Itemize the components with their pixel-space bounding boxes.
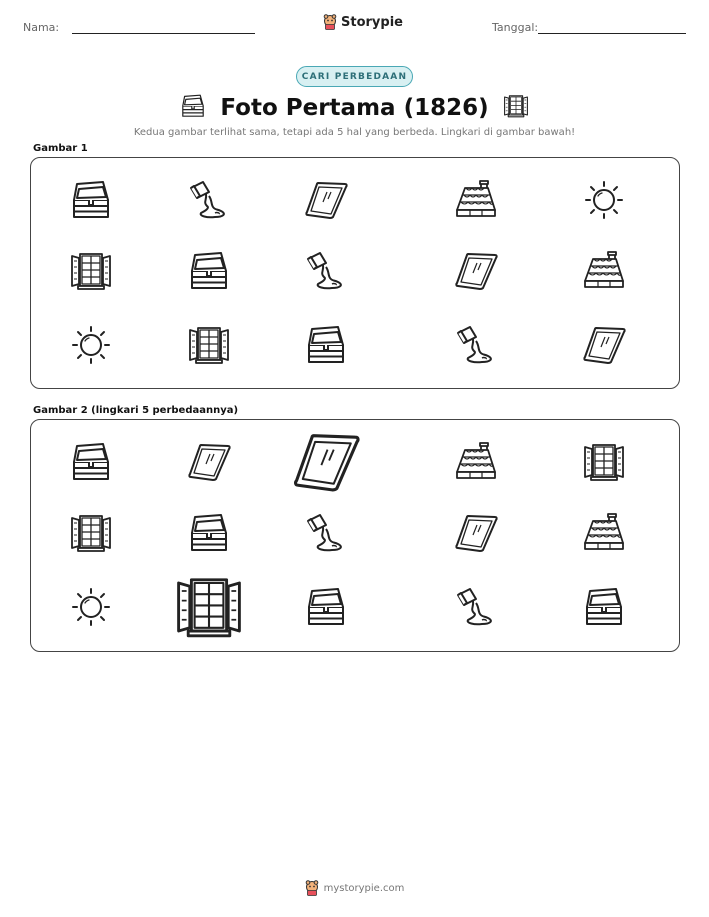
chest-icon — [302, 325, 350, 365]
chest-icon[interactable] — [185, 513, 233, 553]
storypie-mascot-icon — [305, 880, 319, 896]
spill-icon[interactable] — [452, 587, 500, 627]
sun-icon — [67, 325, 115, 365]
page-title: Foto Pertama (1826) — [220, 95, 489, 121]
spill-icon — [302, 251, 350, 291]
brand-name: Storypie — [341, 14, 403, 30]
window-icon[interactable] — [169, 575, 249, 639]
chest-icon — [178, 94, 208, 122]
chest-icon[interactable] — [580, 587, 628, 627]
brand-logo — [323, 14, 403, 30]
spill-icon — [452, 325, 500, 365]
plate-icon[interactable] — [287, 431, 365, 493]
picture-1-label: Gambar 1 — [33, 143, 88, 154]
roof-icon — [580, 251, 628, 291]
window-icon[interactable] — [67, 513, 115, 553]
window-icon — [185, 325, 233, 365]
storypie-mascot-icon — [323, 14, 337, 30]
picture-1-panel — [30, 157, 680, 389]
footer — [0, 880, 709, 896]
chest-icon — [185, 251, 233, 291]
title-row — [0, 92, 709, 124]
chest-icon — [67, 180, 115, 220]
roof-icon[interactable] — [580, 513, 628, 553]
name-line[interactable] — [72, 33, 255, 34]
roof-icon[interactable] — [452, 442, 500, 482]
chest-icon[interactable] — [302, 587, 350, 627]
roof-icon — [452, 180, 500, 220]
spill-icon — [185, 180, 233, 220]
chest-icon[interactable] — [67, 442, 115, 482]
picture-2-label: Gambar 2 (lingkari 5 perbedaannya) — [33, 405, 239, 416]
spill-icon[interactable] — [302, 513, 350, 553]
plate-icon — [302, 180, 350, 220]
window-icon — [67, 251, 115, 291]
plate-icon — [452, 251, 500, 291]
plate-icon[interactable] — [452, 513, 500, 553]
date-label: Tanggal: — [492, 21, 539, 34]
window-icon — [501, 94, 531, 122]
window-icon[interactable] — [580, 442, 628, 482]
plate-icon — [580, 325, 628, 365]
instruction-text: Kedua gambar terlihat sama, tetapi ada 5 hal yang berbeda. Lingkari di gambar bawah! — [133, 127, 576, 138]
picture-2-panel[interactable] — [30, 419, 680, 652]
sun-icon — [580, 180, 628, 220]
footer-url: mystorypie.com — [323, 882, 405, 894]
activity-badge: CARI PERBEDAAN — [296, 66, 413, 87]
date-line[interactable] — [538, 33, 686, 34]
name-label: Nama: — [23, 21, 60, 34]
plate-icon[interactable] — [185, 442, 233, 482]
sun-icon[interactable] — [67, 587, 115, 627]
